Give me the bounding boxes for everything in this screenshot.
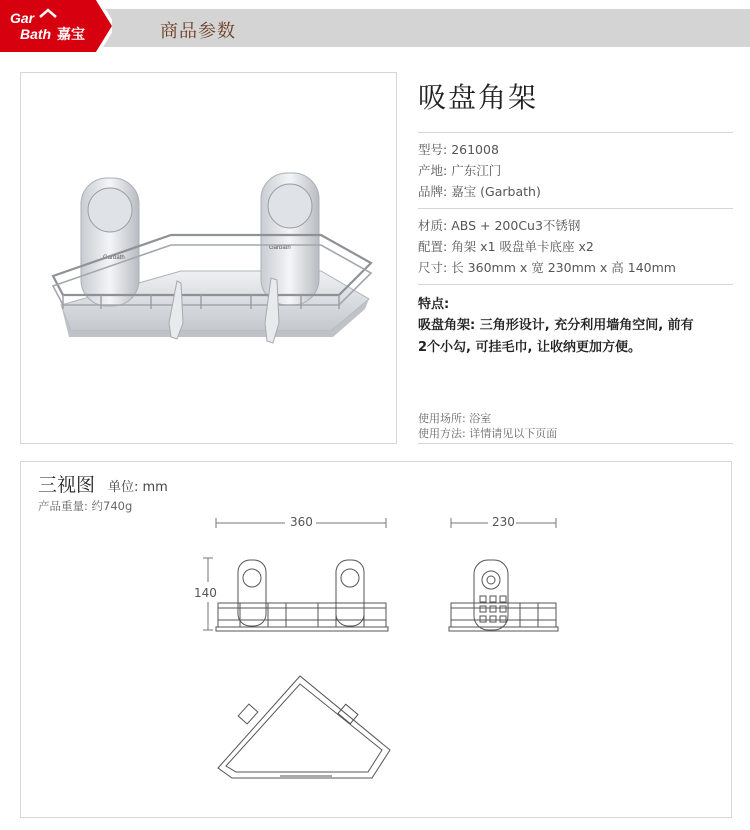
product-weight: 产品重量: 约740g (38, 499, 133, 513)
dim-width: 230 (492, 515, 515, 529)
spec-size: 尺寸: 长 360mm x 宽 230mm x 高 140mm (418, 260, 676, 275)
logo-text-gar: Gar (10, 10, 35, 26)
section-title: 商品参数 (160, 21, 236, 42)
spec-model: 型号: 261008 (418, 142, 499, 157)
views-title: 三视图 (38, 474, 96, 496)
spec-origin: 产地: 广东江门 (418, 163, 502, 178)
logo-text-cn: 嘉宝 (57, 27, 85, 43)
logo-text-bath: Bath (20, 26, 52, 42)
feature-line: 吸盘角架: 三角形设计, 充分利用墙角空间, 前有 (418, 318, 694, 333)
mount-label: Garbath (103, 255, 125, 261)
usage-method: 使用方法: 详情请见以下页面 (418, 427, 558, 440)
front-view (216, 560, 388, 631)
feature-title: 特点: (418, 297, 450, 312)
views-unit: 单位: mm (108, 480, 168, 495)
feature-line: 2个小勾, 可挂毛巾, 让收纳更加方便。 (418, 340, 641, 355)
dim-height: 140 (194, 586, 217, 600)
top-view (218, 676, 390, 778)
spec-brand: 品牌: 嘉宝 (Garbath) (418, 184, 541, 199)
product-title: 吸盘角架 (418, 81, 539, 114)
spec-material: 材质: ABS + 200Cu3不锈钢 (418, 218, 581, 233)
spec-config: 配置: 角架 x1 吸盘单卡底座 x2 (418, 239, 594, 254)
side-view (449, 560, 558, 631)
usage-place: 使用场所: 浴室 (418, 412, 492, 425)
mount-label: Garbath (269, 245, 291, 251)
dim-length: 360 (290, 515, 313, 529)
